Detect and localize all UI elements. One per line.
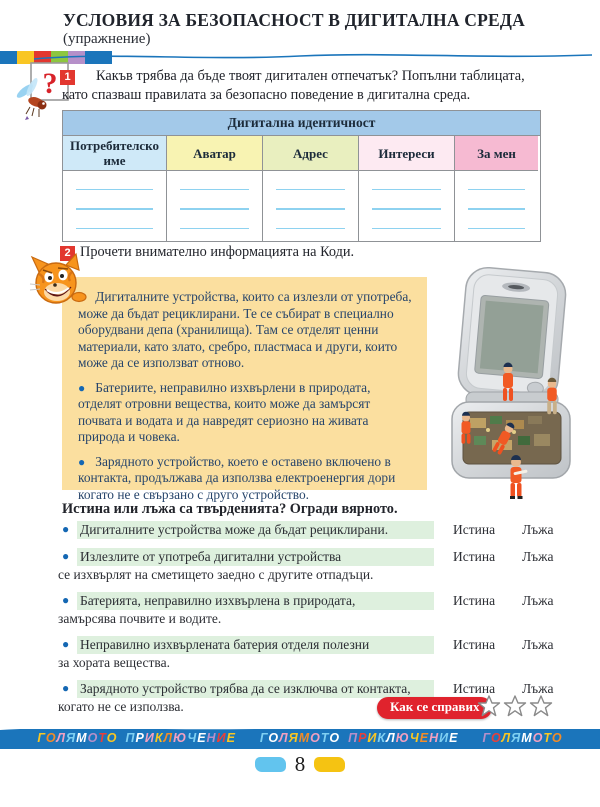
blank-write-line [76,189,153,190]
table-column-header: Аватар [167,136,263,171]
statement-text: Батерията, неправилно изхвърлена в природата, [77,592,434,610]
table-fill-cell[interactable] [359,171,455,241]
blank-write-line [468,208,525,209]
statement-row [0,548,600,583]
blank-write-line [468,189,525,190]
statement-row [0,636,600,671]
task1-text: Какъв трябва да бъде твоят дигитален отпечатък? Попълни таблицата, като спазваш правилата за безопасно поведение в дигитална среда. [62,68,525,103]
option-true[interactable]: Истина [453,637,496,652]
statement-row [0,521,600,539]
kodi-info-box [62,277,427,502]
blank-write-line [372,208,441,209]
blank-write-line [76,208,153,209]
bullet-icon: ● [62,549,70,563]
table-column-header: Потребителско име [63,136,167,171]
option-false[interactable]: Лъжа [522,593,554,608]
digital-identity-table [62,110,541,242]
page-number-area [0,752,600,777]
blank-write-line [276,189,345,190]
info-bullet: Дигиталните устройства, които са излезли от употреба, може да бъдат рециклирани. Те се събират в специално оборудвани депа (хранилища). Там се отделят ценни материали, като злато, сребро, пластмаса и други, които може да се използват отново. [78,289,412,370]
series-banner-text: ГОЛЯМОТО ПРИКЛЮЧЕНИЕ ГОЛЯМОТО ПРИКЛЮЧЕНИЕ ГОЛЯМОТО [37,731,563,745]
page-tag-right [314,757,345,772]
info-bullet: ● Зарядното устройство, което е оставено включено в контакта, продължава да използва електроенергия дори когато не е свързано с друго устройство. [78,453,396,502]
blank-write-line [180,228,249,229]
option-true[interactable]: Истина [453,593,496,608]
task2-number-badge: 2 [60,246,75,261]
table-fill-cell[interactable] [263,171,359,241]
quiz-heading: Истина или лъжа са твърденията? Огради вярното. [62,501,398,517]
blank-write-line [276,208,345,209]
table-header-row [63,136,540,171]
bullet-icon: ● [62,681,70,695]
table-column-header: За мен [455,136,538,171]
option-false[interactable]: Лъжа [522,681,554,696]
statement-text: Зарядното устройство трябва да се изключва от контакта, [77,680,434,698]
option-true[interactable]: Истина [453,549,496,564]
rating-stars [477,694,553,718]
statement-continuation: замърсява почвите и водите. [58,611,222,626]
page-number: 8 [294,752,306,776]
blank-write-line [468,228,525,229]
bullet-icon: ● [62,522,70,536]
option-false[interactable]: Лъжа [522,522,554,537]
statement-continuation: за хората вещества. [58,655,170,670]
table-column-header: Адрес [263,136,359,171]
svg-text:?: ? [42,67,58,100]
bullet-icon: ● [62,593,70,607]
series-banner [0,729,600,749]
self-check-badge: Как се справих [377,697,492,719]
page-tag-left [255,757,286,772]
info-bullet: ● Батериите, неправилно изхвърлени в природата, отделят отровни вещества, които може да замърсят почвата и водата и да навредят сериозно на живата природа и човека. [78,379,371,444]
blank-write-line [76,228,153,229]
table-fill-cell[interactable] [167,171,263,241]
blank-write-line [276,228,345,229]
task1-number-badge: 1 [60,70,75,85]
blank-write-line [180,208,249,209]
bullet-icon: ● [78,380,86,395]
star-icon[interactable] [503,694,527,718]
option-false[interactable]: Лъжа [522,549,554,564]
blank-write-line [372,189,441,190]
statement-continuation: когато не се използва. [58,699,184,714]
table-title: Дигитална идентичност [63,111,540,136]
statement-row [0,592,600,627]
statement-text: Дигиталните устройства може да бъдат рециклирани. [77,521,434,539]
statement-text: Неправилно изхвърлената батерия отделя полезни [77,636,434,654]
table-fill-cell[interactable] [63,171,167,241]
star-icon[interactable] [529,694,553,718]
option-true[interactable]: Истина [453,681,496,696]
star-icon[interactable] [477,694,501,718]
bullet-icon: ● [78,454,86,469]
option-false[interactable]: Лъжа [522,637,554,652]
statement-continuation: се изхвърлят на сметището заедно с другите отпадъци. [58,567,374,582]
blank-write-line [372,228,441,229]
page-title: УСЛОВИЯ ЗА БЕЗОПАСНОСТ В ДИГИТАЛНА СРЕДА [63,10,525,30]
option-true[interactable]: Истина [453,522,496,537]
cat-mascot-icon [26,252,94,312]
table-body-row [63,171,540,241]
task2-text: Прочети внимателно информацията на Коди. [80,244,355,260]
header-wave-line [0,44,600,66]
page-subtitle: (упражнение) [63,31,151,47]
statement-text: Излезлите от употреба дигитални устройства [77,548,434,566]
bullet-icon: ● [62,637,70,651]
blank-write-line [180,189,249,190]
phone-recycling-photo [430,264,594,504]
table-column-header: Интереси [359,136,455,171]
table-fill-cell[interactable] [455,171,538,241]
